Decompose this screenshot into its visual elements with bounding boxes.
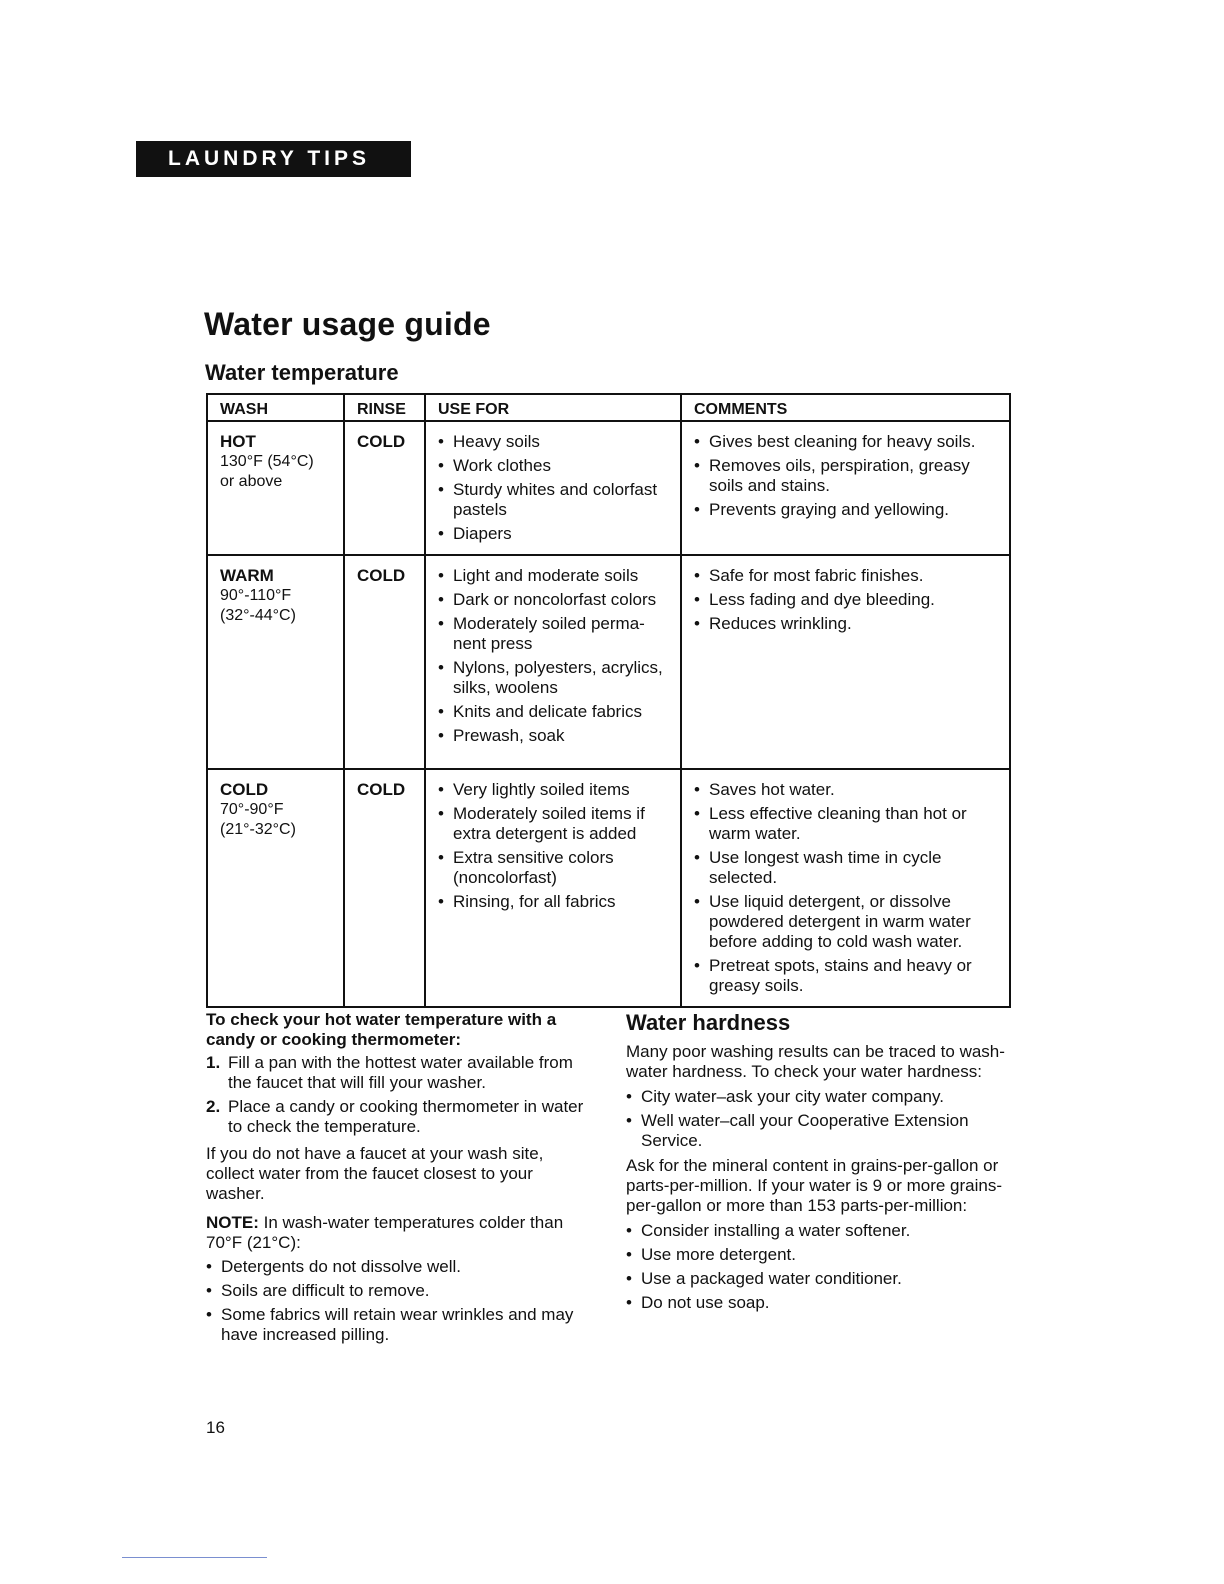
- rinse-cell: [344, 769, 425, 1007]
- list-item: • Less fading and dye bleeding.: [694, 590, 1001, 610]
- hardness-heading: Water hardness: [626, 1010, 791, 1035]
- list-item: • Use longest wash time in cycle selected.: [694, 848, 1001, 888]
- use-for-cell: [425, 769, 681, 1007]
- section-tag: LAUNDRY TIPS: [136, 141, 411, 177]
- list-item: • Moderately soiled items if extra detergent is added: [438, 804, 672, 844]
- list-item: • Removes oils, perspiration, greasy soils and stains.: [694, 456, 1001, 496]
- thermometer-instructions: [206, 1010, 591, 1349]
- wash-name: HOT: [220, 432, 256, 451]
- wash-cell: [207, 421, 344, 555]
- paragraph: Many poor washing results can be traced to wash-water hardness. To check your water hardness:: [626, 1042, 1005, 1081]
- list-item: • Detergents do not dissolve well.: [206, 1257, 591, 1277]
- use-for-cell: [425, 555, 681, 769]
- list-item: • Soils are difficult to remove.: [206, 1281, 591, 1301]
- list-item: • Consider installing a water softener.: [626, 1221, 1016, 1241]
- wash-range: or above: [220, 473, 283, 490]
- list-item: • Heavy soils: [438, 432, 672, 452]
- rinse-value: COLD: [357, 432, 406, 451]
- list-item: • City water–ask your city water company.: [626, 1087, 1016, 1107]
- wash-range: 130°F (54°C): [220, 453, 314, 470]
- table-header-row: [207, 394, 1010, 421]
- list-item: • Saves hot water.: [694, 780, 1001, 800]
- section-subtitle: Water temperature: [205, 360, 399, 385]
- list-item: • Use liquid detergent, or dissolve powdered detergent in warm water before adding to cold wash water.: [694, 892, 1001, 952]
- list-item: [206, 1097, 591, 1137]
- header-rinse: RINSE: [344, 394, 425, 421]
- list-item: • Sturdy whites and colorfast pastels: [438, 480, 672, 520]
- list-item: • Use a packaged water conditioner.: [626, 1269, 1016, 1289]
- list-item: • Diapers: [438, 524, 672, 544]
- list-item: • Nylons, polyesters, acrylics, silks, woolens: [438, 658, 672, 698]
- table-row: [207, 421, 1010, 555]
- note-label: NOTE:: [206, 1213, 259, 1232]
- step-text: Place a candy or cooking thermometer in water to check the temperature.: [228, 1097, 584, 1136]
- wash-name: WARM: [220, 566, 274, 585]
- paragraph: If you do not have a faucet at your wash site, collect water from the faucet closest to your washer.: [206, 1144, 544, 1203]
- rinse-cell: [344, 555, 425, 769]
- header-comments: COMMENTS: [681, 394, 1010, 421]
- list-item: [206, 1053, 591, 1093]
- wash-range: (32°-44°C): [220, 607, 296, 624]
- note: [206, 1213, 591, 1253]
- step-number: 1.: [206, 1053, 221, 1072]
- rinse-value: COLD: [357, 780, 406, 799]
- list-item: • Extra sensitive colors (noncolorfast): [438, 848, 672, 888]
- header-wash: WASH: [207, 394, 344, 421]
- hardness-sources: [626, 1087, 1016, 1151]
- step-number: 2.: [206, 1097, 221, 1116]
- list-item: • Do not use soap.: [626, 1293, 1016, 1313]
- list-item: • Reduces wrinkling.: [694, 614, 1001, 634]
- rinse-value: COLD: [357, 566, 406, 585]
- list-item: • Work clothes: [438, 456, 672, 476]
- wash-range: 70°-90°F: [220, 801, 284, 818]
- list-item: • Rinsing, for all fabrics: [438, 892, 672, 912]
- note-text: In wash-water temperatures colder than 70°F (21°C):: [206, 1213, 564, 1252]
- note-bullets: [206, 1257, 591, 1345]
- list-item: • Very lightly soiled items: [438, 780, 672, 800]
- table-row: [207, 555, 1010, 769]
- rinse-cell: [344, 421, 425, 555]
- list-item: • Use more detergent.: [626, 1245, 1016, 1265]
- page-title: Water usage guide: [204, 306, 491, 342]
- use-for-cell: [425, 421, 681, 555]
- water-hardness-section: [626, 1010, 1016, 1317]
- list-item: • Less effective cleaning than hot or warm water.: [694, 804, 1001, 844]
- wash-cell: [207, 769, 344, 1007]
- header-use-for: USE FOR: [425, 394, 681, 421]
- scan-edge-divider: [122, 1557, 267, 1558]
- step-text: Fill a pan with the hottest water available from the faucet that will fill your washer.: [228, 1053, 573, 1092]
- table-row: [207, 769, 1010, 1007]
- list-item: • Pretreat spots, stains and heavy or greasy soils.: [694, 956, 1001, 996]
- list-item: • Some fabrics will retain wear wrinkles and may have increased pilling.: [206, 1305, 591, 1345]
- list-item: • Dark or noncolorfast colors: [438, 590, 672, 610]
- comments-cell: [681, 421, 1010, 555]
- wash-cell: [207, 555, 344, 769]
- steps-list: [206, 1053, 591, 1137]
- thermometer-heading: To check your hot water temperature with a candy or cooking thermometer:: [206, 1010, 557, 1049]
- list-item: • Moderately soiled perma- nent press: [438, 614, 672, 654]
- comments-cell: [681, 555, 1010, 769]
- list-item: • Prewash, soak: [438, 726, 672, 746]
- list-item: • Gives best cleaning for heavy soils.: [694, 432, 1001, 452]
- wash-range: (21°-32°C): [220, 821, 296, 838]
- wash-name: COLD: [220, 780, 269, 799]
- hardness-tips: [626, 1221, 1016, 1313]
- comments-cell: [681, 769, 1010, 1007]
- list-item: • Safe for most fabric finishes.: [694, 566, 1001, 586]
- list-item: • Light and moderate soils: [438, 566, 672, 586]
- wash-range: 90°-110°F: [220, 587, 292, 604]
- list-item: • Prevents graying and yellowing.: [694, 500, 1001, 520]
- paragraph: Ask for the mineral content in grains-per-gallon or parts-per-million. If your water is 9 or more grains-per-gallon or more than 153 parts-per-million:: [626, 1156, 1003, 1215]
- list-item: • Knits and delicate fabrics: [438, 702, 672, 722]
- water-temperature-table: [206, 393, 1011, 1008]
- page-number: 16: [206, 1418, 225, 1437]
- list-item: • Well water–call your Cooperative Extension Service.: [626, 1111, 1016, 1151]
